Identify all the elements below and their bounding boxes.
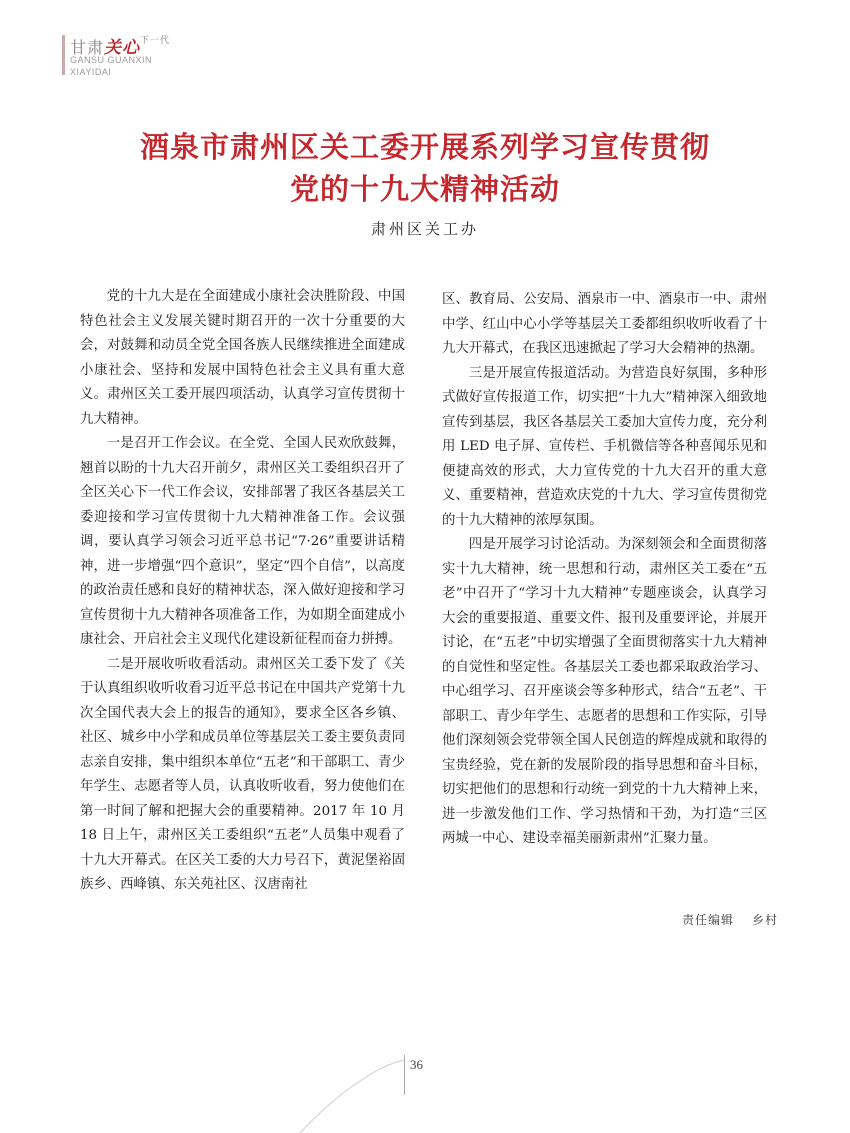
logo-text-b: 关心 bbox=[104, 38, 141, 58]
left-column bbox=[80, 285, 405, 898]
article-title bbox=[60, 126, 790, 210]
page-number-rule bbox=[404, 1055, 405, 1095]
paragraph-three: 三是开展宣传报道活动。为营造良好氛围，多种形式做好宣传报道工作，切实把“十九大”精神深入细致地宣传到基层，我区各基层关工委加大宣传力度，充分利用 LED 电子屏、宣传栏、手机微信等各种喜闻乐见和便捷高效的形式，大力宣传党的十九大召开的重大意义、重要精神，营造欢庆党的十九大、学习宣传贯彻党的十九大精神的浓厚氛围。 bbox=[442, 365, 767, 528]
paragraph-intro: 党的十九大是在全面建成小康社会决胜阶段、中国特色社会主义发展关键时期召开的一次十分重要的大会，对鼓舞和动员全党全国各族人民继续推进全面建成小康社会、坚持和发展中国特色社会主义具有重大意义。肃州区关工委开展四项活动，认真学习宣传贯彻十九大精神。 bbox=[80, 289, 405, 427]
logo-english-line1: GANSU GUANXIN bbox=[70, 55, 153, 65]
article-author: 肃州区关工办 bbox=[370, 220, 479, 238]
editor-credit bbox=[682, 911, 778, 928]
editor-label: 责任编辑 bbox=[681, 913, 734, 927]
logo-text-a: 甘肃 bbox=[70, 38, 105, 57]
paragraph-two: 二是开展收听收看活动。肃州区关工委下发了《关于认真组织收听收看习近平总书记在中国共产党第十九次全国代表大会上的报告的通知》，要求全区各乡镇、社区、城乡中小学和成员单位等基层关工委主要负责同志亲自安排，集中组织本单位“五老”和干部职工、青少年学生、志愿者等人员，认真收听收看，努力使他们在第一时间了解和把握大会的重要精神。2017 年 10 月 18 日上午，肃州区关工委组织“五老”人员集中观看了十九大开幕式。在区关工委的大力号召下，黄泥堡裕固族乡、西峰镇、东关苑社区、汉唐南社 bbox=[80, 656, 405, 892]
page-number: 36 bbox=[410, 1057, 423, 1072]
paragraph-four: 四是开展学习讨论活动。为深刻领会和全面贯彻落实十九大精神，统一思想和行动，肃州区关工委在“五老”中召开了“学习十九大精神”专题座谈会，认真学习大会的重要报道、重要文件、报刊及重要评论，并展开讨论，在“五老”中切实增强了全面贯彻落实十九大精神的自觉性和坚定性。各基层关工委也都采取政治学习、中心组学习、召开座谈会等多种形式，结合“五老”、干部职工、青少年学生、志愿者的思想和工作实际，引导他们深刻领会党带领全国人民创造的辉煌成就和取得的宝贵经验，党在新的发展阶段的指导思想和奋斗目标，切实把他们的思想和行动统一到党的十九大精神上来，进一步激发他们工作、学习热情和干劲，为打造“三区两城一中心、建设幸福美丽新肃州”汇聚力量。 bbox=[442, 537, 767, 846]
title-line-1: 酒泉市肃州区关工委开展系列学习宣传贯彻 bbox=[139, 130, 710, 164]
masthead-bar bbox=[62, 35, 65, 75]
masthead bbox=[62, 33, 262, 93]
logo-english-line2: XIAYIDAI bbox=[70, 67, 112, 77]
paragraph-one: 一是召开工作会议。在全党、全国人民欢欣鼓舞，翘首以盼的十九大召开前夕，肃州区关工委组织召开了全区关心下一代工作会议，安排部署了我区各基层关工委迎接和学习宣传贯彻十九大精神准备工作。会议强调，要认真学习领会习近平总书记“7·26”重要讲话精神，进一步增强“四个意识”，坚定“四个自信”，以高度的政治责任感和良好的精神状态，深入做好迎接和学习宣传贯彻十九大精神各项准备工作，为如期全面建成小康社会、开启社会主义现代化建设新征程而奋力拼搏。 bbox=[80, 436, 405, 647]
paragraph-two-continued: 区、教育局、公安局、酒泉市一中、酒泉市一中、肃州中学、红山中心小学等基层关工委都组织收听收看了十九大开幕式，在我区迅速掀起了学习大会精神的热潮。 bbox=[442, 292, 767, 356]
logo-text-c: 下一代 bbox=[140, 36, 171, 46]
right-column bbox=[442, 288, 767, 852]
editor-name: 乡村 bbox=[751, 913, 778, 927]
title-line-2: 党的十九大精神活动 bbox=[289, 172, 560, 206]
